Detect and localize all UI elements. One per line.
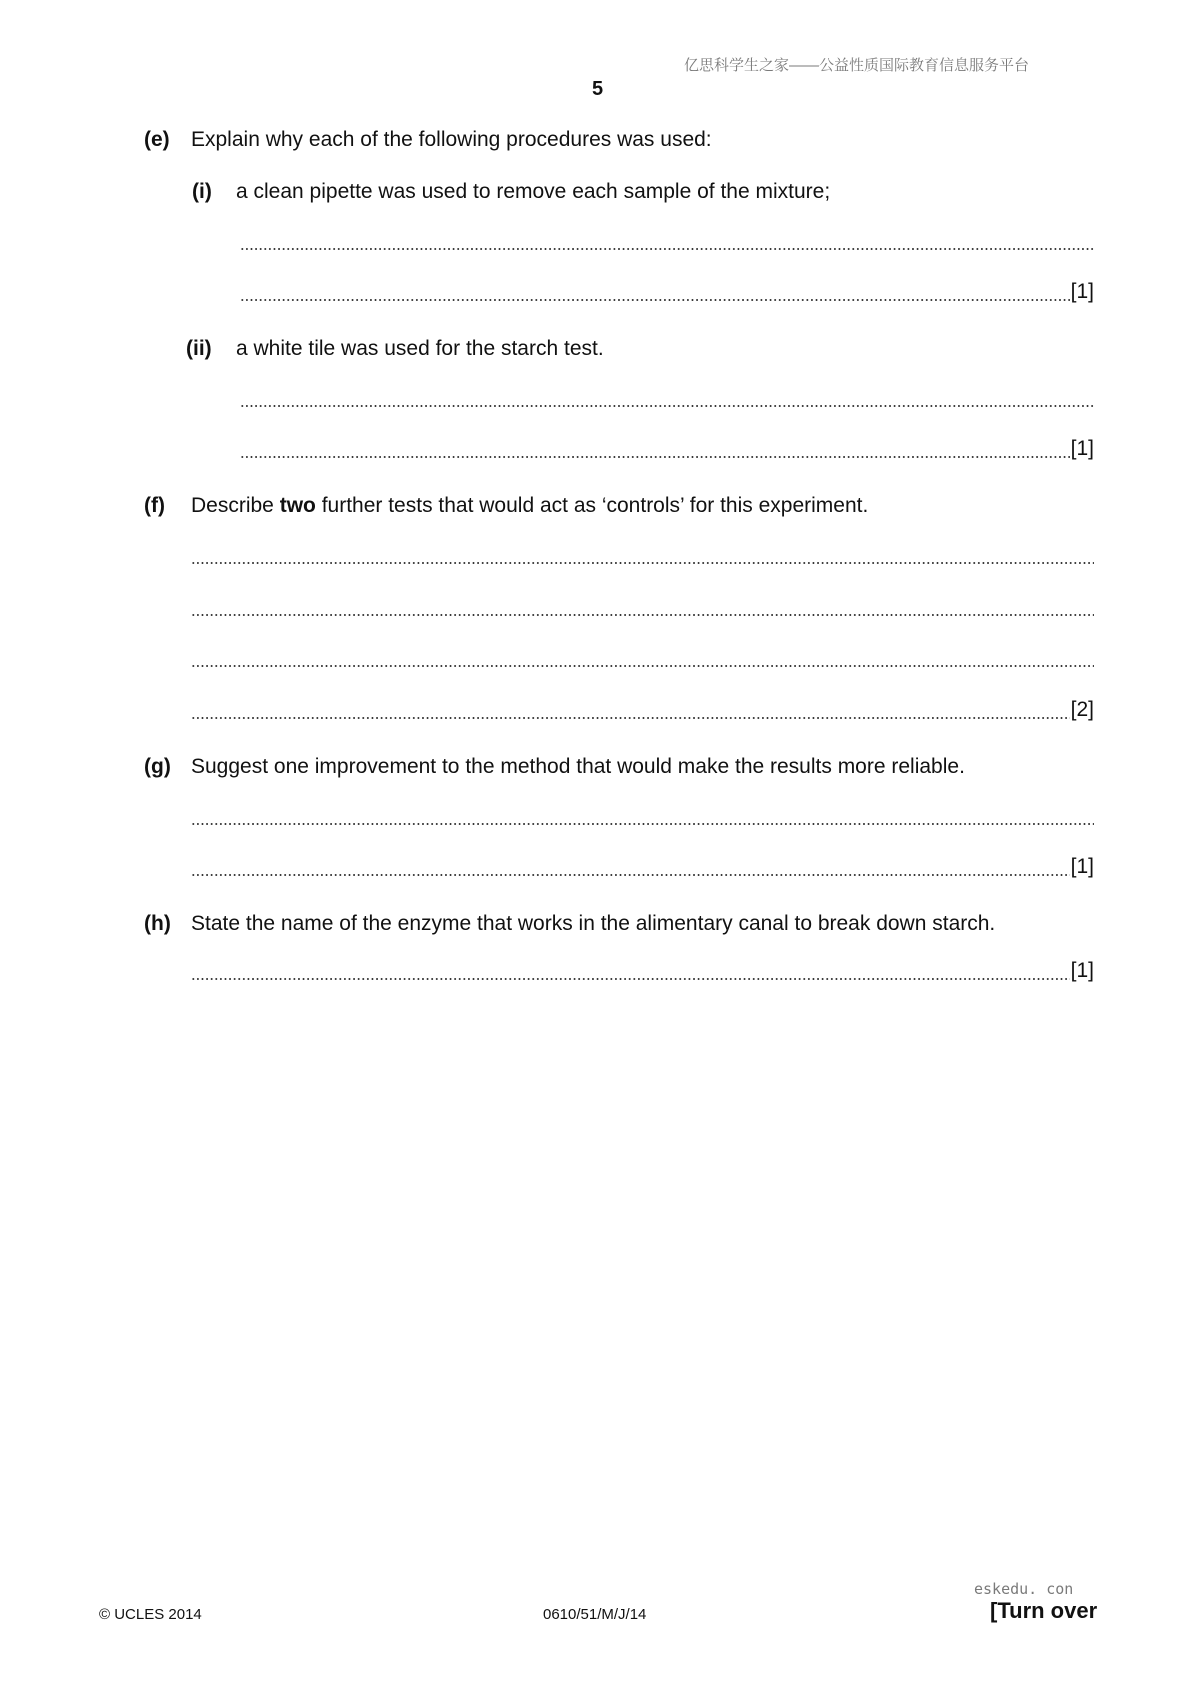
question-e-ii-text: a white tile was used for the starch test. [236, 337, 604, 360]
answer-line-e-ii-1[interactable] [240, 385, 1094, 411]
dotted-rule [191, 854, 1070, 880]
answer-line-g-2[interactable] [191, 854, 1094, 880]
marks-h: [1] [1070, 959, 1094, 982]
footer-watermark: eskedu. con [974, 1580, 1074, 1598]
question-g-text: Suggest one improvement to the method that would make the results more reliable. [191, 755, 965, 778]
dotted-rule [191, 645, 1094, 671]
answer-line-f-4[interactable] [191, 697, 1094, 723]
question-h-label: (h) [144, 912, 171, 935]
question-e-text: Explain why each of the following procedures was used: [191, 128, 712, 151]
footer-copyright: © UCLES 2014 [99, 1606, 202, 1623]
question-h-text: State the name of the enzyme that works in the alimentary canal to break down starch. [191, 912, 996, 935]
footer-paper-code: 0610/51/M/J/14 [543, 1606, 647, 1623]
marks-f: [2] [1070, 698, 1094, 721]
question-f-text [191, 494, 868, 518]
marks-g: [1] [1070, 855, 1094, 878]
question-e-i-label: (i) [192, 180, 212, 203]
dotted-rule [240, 385, 1094, 411]
question-e-i-text: a clean pipette was used to remove each sample of the mixture; [236, 180, 831, 203]
question-f-text-before: Describe [191, 494, 280, 517]
question-e-label: (e) [144, 128, 170, 151]
marks-e-ii: [1] [1070, 437, 1094, 460]
answer-line-g-1[interactable] [191, 803, 1094, 829]
header-watermark: 亿思科学生之家——公益性质国际教育信息服务平台 [684, 57, 1030, 74]
question-f-label: (f) [144, 494, 165, 517]
question-f-text-after: further tests that would act as ‘controls’ for this experiment. [315, 494, 869, 517]
dotted-rule [191, 594, 1094, 620]
dotted-rule [191, 697, 1070, 723]
dotted-rule [240, 279, 1070, 305]
question-f-text-bold: two [279, 494, 316, 517]
dotted-rule [191, 958, 1070, 984]
page-number: 5 [592, 78, 604, 100]
answer-line-e-i-1[interactable] [240, 228, 1094, 254]
answer-line-f-3[interactable] [191, 645, 1094, 671]
answer-line-f-1[interactable] [191, 542, 1094, 568]
answer-line-f-2[interactable] [191, 594, 1094, 620]
footer-turn-over: [Turn over [990, 1598, 1098, 1623]
dotted-rule [191, 803, 1094, 829]
question-e-ii-label: (ii) [186, 337, 212, 360]
dotted-rule [240, 436, 1070, 462]
answer-line-h-1[interactable] [191, 958, 1094, 984]
question-g-label: (g) [144, 755, 171, 778]
answer-line-e-i-2[interactable] [240, 279, 1094, 305]
dotted-rule [191, 542, 1094, 568]
marks-e-i: [1] [1070, 280, 1094, 303]
dotted-rule [240, 228, 1094, 254]
answer-line-e-ii-2[interactable] [240, 436, 1094, 462]
